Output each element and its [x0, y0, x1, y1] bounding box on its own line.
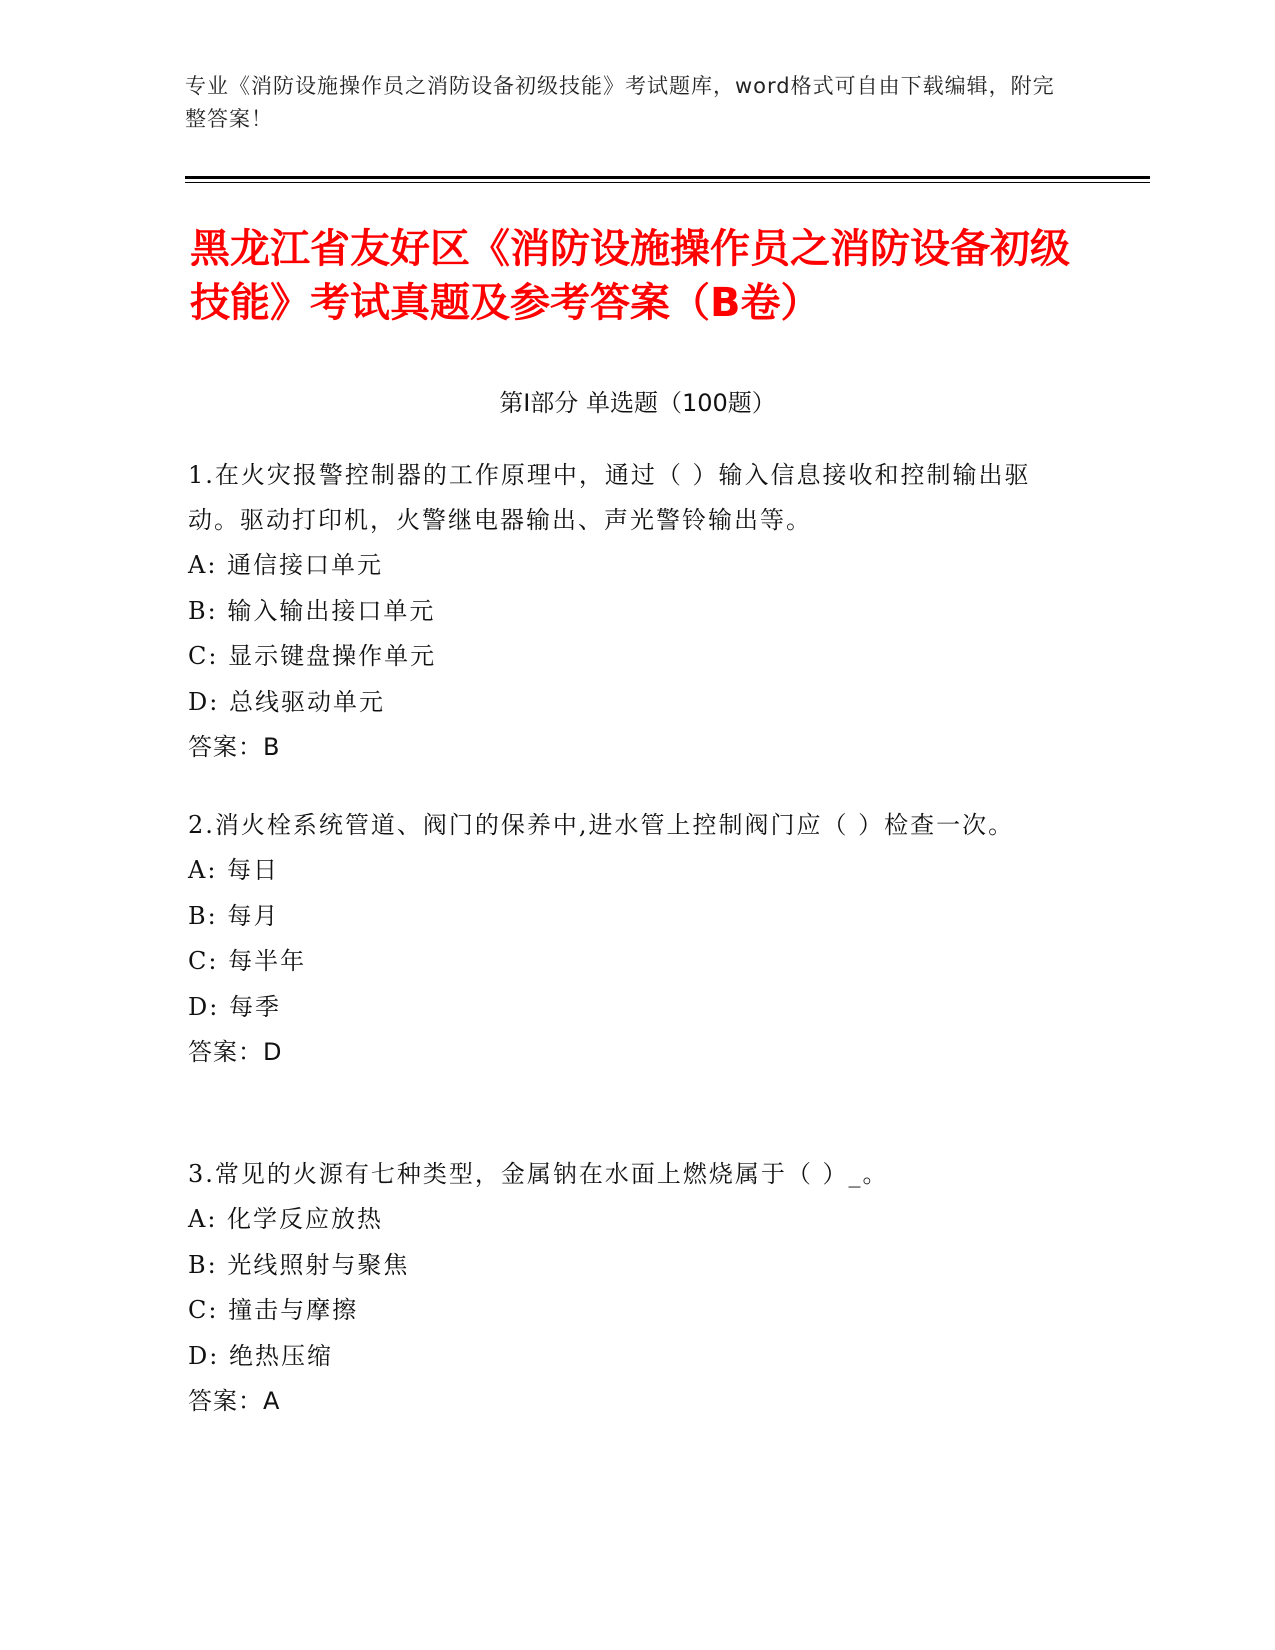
question-3 [188, 1152, 1068, 1425]
question-text: 2.消火栓系统管道、阀门的保养中,进水管上控制阀门应（ ）检查一次。 [188, 811, 1015, 839]
question-1 [188, 453, 1068, 771]
answer: 答案：B [188, 733, 281, 761]
question-text: 3.常见的火源有七种类型，金属钠在水面上燃烧属于（ ）_。 [188, 1160, 889, 1188]
header-rule-thick [185, 176, 1150, 179]
option-a: A: 通信接口单元 [188, 551, 384, 579]
option-c: C: 撞击与摩擦 [188, 1296, 359, 1324]
option-b: B: 输入输出接口单元 [188, 596, 436, 625]
option-a: A: 每日 [188, 856, 280, 884]
option-d: D: 每季 [188, 992, 281, 1021]
option-c: C: 显示键盘操作单元 [188, 642, 437, 670]
header-rule-thin [185, 182, 1150, 183]
answer: 答案：D [188, 1038, 283, 1066]
question-text: 1.在火灾报警控制器的工作原理中，通过（ ）输入信息接收和控制输出驱动。驱动打印机，火警继电器输出、声光警铃输出等。 [188, 461, 1031, 534]
question-2 [188, 803, 1068, 1076]
option-b: B: 每月 [188, 901, 280, 930]
option-b: B: 光线照射与聚焦 [188, 1250, 410, 1279]
section-heading: 第I部分 单选题（100题） [499, 389, 776, 417]
option-c: C: 每半年 [188, 947, 307, 975]
answer: 答案：A [188, 1387, 281, 1415]
option-d: D: 绝热压缩 [188, 1341, 333, 1370]
header-note: 专业《消防设施操作员之消防设备初级技能》考试题库，word格式可自由下载编辑，附完整答案！ [185, 74, 1055, 131]
option-a: A: 化学反应放热 [188, 1205, 384, 1233]
option-d: D: 总线驱动单元 [188, 687, 385, 716]
document-title: 黑龙江省友好区《消防设施操作员之消防设备初级技能》考试真题及参考答案（B卷） [190, 226, 1070, 326]
